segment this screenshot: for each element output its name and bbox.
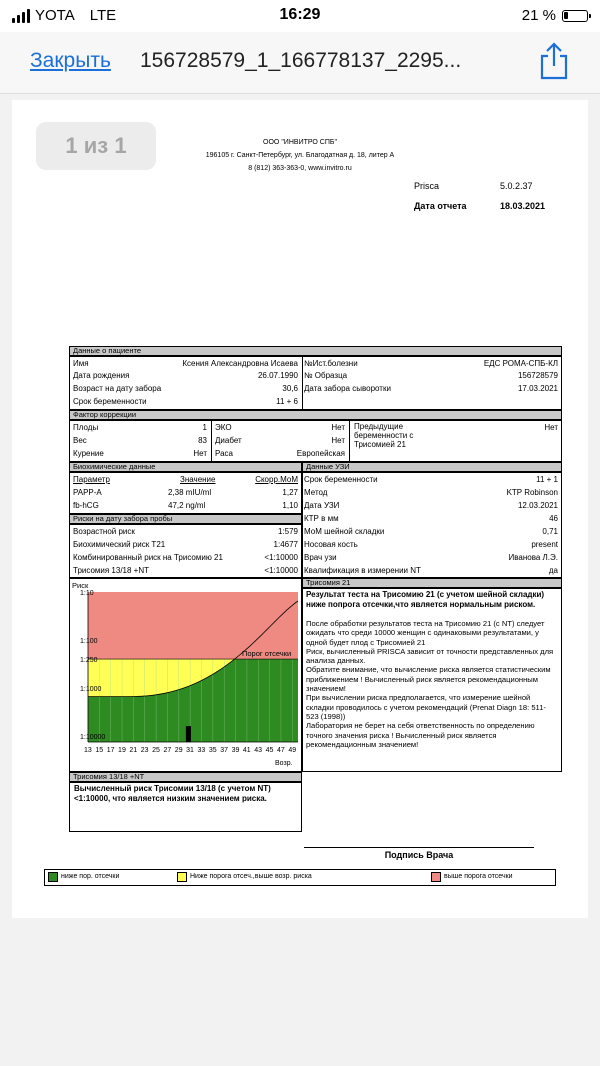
section-patient: Данные о пациенте bbox=[69, 346, 562, 356]
x-tick-label: 27 bbox=[163, 747, 172, 754]
x-tick-label: 33 bbox=[197, 747, 206, 754]
uzi-label: Носовая кость bbox=[304, 540, 358, 549]
chart-title: Риск bbox=[72, 581, 89, 590]
value: 47,2 ng/ml bbox=[168, 501, 206, 510]
col-header: Скорр.МоМ bbox=[255, 475, 298, 484]
label: Дата забора сыворотки bbox=[304, 384, 391, 393]
legend bbox=[44, 869, 556, 886]
label: №Ист.болезни bbox=[304, 359, 358, 368]
x-tick-label: 43 bbox=[254, 747, 263, 754]
x-tick-label: 41 bbox=[242, 747, 251, 754]
label: Раса bbox=[215, 449, 233, 458]
nav-bar bbox=[0, 32, 600, 94]
value: 26.07.1990 bbox=[257, 371, 298, 380]
label: Предыдущие bbox=[354, 422, 404, 431]
x-tick-label: 17 bbox=[106, 747, 115, 754]
uzi-value: present bbox=[531, 540, 558, 549]
risk-value: <1:10000 bbox=[264, 553, 298, 562]
software-label: Prisca bbox=[414, 181, 440, 191]
section-correction: Фактор коррекции bbox=[69, 410, 562, 420]
value: Нет bbox=[331, 423, 345, 432]
value: 30,6 bbox=[282, 384, 298, 393]
param: fb-hCG bbox=[73, 501, 99, 510]
uzi-label: Квалификация в измерении NT bbox=[304, 566, 421, 575]
x-axis-label: Возр. bbox=[275, 760, 293, 767]
value: 2,38 mIU/ml bbox=[168, 488, 212, 497]
risk-chart bbox=[70, 579, 301, 771]
label: Курение bbox=[73, 449, 104, 458]
y-tick-label: 1:10000 bbox=[80, 734, 106, 741]
mom: 1,27 bbox=[282, 488, 298, 497]
x-tick-label: 49 bbox=[288, 747, 297, 754]
report-date: 18.03.2021 bbox=[500, 201, 546, 211]
x-tick-label: 29 bbox=[174, 747, 183, 754]
x-tick-label: 45 bbox=[265, 747, 274, 754]
uzi-label: Дата УЗИ bbox=[304, 501, 340, 510]
x-tick-label: 13 bbox=[84, 747, 92, 754]
legend-above: выше порога отсечки bbox=[444, 873, 513, 880]
uzi-value: 11 + 1 bbox=[536, 475, 558, 484]
value: 11 + 6 bbox=[276, 397, 298, 406]
legend-swatch-red bbox=[431, 872, 441, 882]
label: Возраст на дату забора bbox=[73, 384, 162, 393]
org-name: ООО "ИНВИТРО СПБ" bbox=[263, 139, 337, 146]
risk-value: 1:4677 bbox=[273, 540, 298, 549]
section-t1318: Трисомия 13/18 +NT bbox=[69, 772, 302, 782]
cutoff-label: Порог отсечки bbox=[242, 649, 292, 659]
clock: 16:29 bbox=[279, 6, 321, 23]
section-biochem: Биохимические данные bbox=[69, 462, 302, 472]
value: Нет bbox=[331, 436, 345, 445]
t1318-text: Вычисленный риск Трисомии 13/18 (с учетом NT) <1:10000, что является низким значением риска. bbox=[74, 784, 271, 803]
col-header: Значение bbox=[180, 475, 216, 484]
network-type: LTE bbox=[89, 7, 117, 24]
label: Трисомией 21 bbox=[354, 440, 406, 449]
battery-percent: 21 % bbox=[521, 7, 556, 24]
param: PAPP-A bbox=[73, 488, 102, 497]
mom: 1,10 bbox=[282, 501, 298, 510]
x-tick-label: 21 bbox=[129, 747, 138, 754]
uzi-value: 12.03.2021 bbox=[517, 501, 558, 510]
risk-label: Биохимический риск Т21 bbox=[73, 540, 166, 549]
uzi-label: Врач узи bbox=[304, 553, 337, 562]
risk-value: <1:10000 bbox=[264, 566, 298, 575]
uzi-value: 0,71 bbox=[542, 527, 558, 536]
carrier-name: YOTA bbox=[35, 7, 75, 24]
page-indicator: 1 из 1 bbox=[36, 122, 156, 170]
x-tick-label: 47 bbox=[276, 747, 285, 754]
uzi-value: 46 bbox=[549, 514, 558, 523]
risk-label: Возрастной риск bbox=[73, 527, 135, 536]
section-risks: Риски на дату забора пробы bbox=[69, 514, 302, 524]
label: Плоды bbox=[73, 423, 99, 432]
patient-name: Ксения Александровна Исаева bbox=[182, 359, 298, 368]
uzi-label: МоМ шейной складки bbox=[304, 527, 385, 536]
org-address: 196105 г. Санкт-Петербург, ул. Благодатная д. 18, литер А bbox=[205, 152, 395, 159]
value: ЕДС РОМА-СПБ-КЛ bbox=[483, 359, 558, 368]
report-date-label: Дата отчета bbox=[414, 201, 467, 211]
uzi-value: да bbox=[548, 566, 558, 575]
signature-line bbox=[304, 847, 534, 848]
y-tick-label: 1:10 bbox=[80, 590, 94, 597]
value: Нет bbox=[193, 449, 207, 458]
patient-marker bbox=[186, 726, 191, 742]
x-tick-label: 37 bbox=[220, 747, 229, 754]
uzi-value: Иванова Л.Э. bbox=[508, 553, 558, 562]
legend-swatch-yellow bbox=[177, 872, 187, 882]
risk-label: Трисомия 13/18 +NT bbox=[73, 566, 149, 575]
org-phone: 8 (812) 363-363-0, www.invitro.ru bbox=[248, 165, 352, 172]
risk-value: 1:579 bbox=[277, 527, 298, 536]
x-tick-label: 15 bbox=[95, 747, 104, 754]
legend-mid: Ниже порога отсеч.,выше возр. риска bbox=[190, 873, 312, 880]
x-tick-label: 23 bbox=[140, 747, 149, 754]
x-tick-label: 19 bbox=[118, 747, 126, 754]
legend-swatch-green bbox=[48, 872, 58, 882]
t21-result: Результат теста на Трисомию 21 (с учетом шейной складки) ниже попрога отсечки,что является нормальным риском. bbox=[306, 590, 545, 609]
signature-label: Подпись Врача bbox=[384, 850, 454, 860]
legend-below: ниже пор. отсечки bbox=[61, 873, 120, 880]
value: 1 bbox=[202, 423, 207, 432]
document-title: 156728579_1_166778137_2295... bbox=[140, 49, 462, 72]
label: беременности с bbox=[354, 431, 414, 440]
label: Имя bbox=[73, 359, 89, 368]
uzi-label: КТР в мм bbox=[304, 514, 339, 523]
y-tick-label: 1:1000 bbox=[80, 686, 102, 693]
x-tick-label: 35 bbox=[208, 747, 217, 754]
value: 17.03.2021 bbox=[517, 384, 558, 393]
uzi-label: Метод bbox=[304, 488, 328, 497]
x-tick-label: 25 bbox=[152, 747, 160, 754]
value: Нет bbox=[544, 423, 558, 432]
label: Вес bbox=[73, 436, 87, 445]
battery-icon bbox=[562, 10, 588, 22]
value: 83 bbox=[198, 436, 207, 445]
section-uzi: Данные УЗИ bbox=[302, 462, 562, 472]
risk-label: Комбинированный риск на Трисомию 21 bbox=[73, 553, 223, 562]
value: Европейская bbox=[296, 449, 345, 458]
software-version: 5.0.2.37 bbox=[500, 181, 533, 191]
y-tick-label: 1:100 bbox=[80, 638, 98, 645]
t21-body: После обработки результатов теста на Трисомию 21 (с NT) следует ожидать что среди 10000 женщин с одинаковыми результатами, у одной будет плод с Трисомией 21 Риск, вычисленный PRISCA зависит от точности представленных для анализа данных. Обратите внимание, что вычисление риска является статистическим приближением ! Вычисленный риск является рекомендационным значением! При вычислении риска предполагается, что измерение шейной складки проводилось с учетом рекомендаций (Prenat Diagn 18: 511-523 (1998)) Лаборатория не берет на себя ответственность по определению точного значения риска ! Вычисленный риск является рекомендационным значением! bbox=[306, 619, 554, 749]
value: 156728579 bbox=[517, 371, 558, 380]
col-header: Параметр bbox=[73, 475, 110, 484]
share-icon[interactable] bbox=[538, 42, 570, 80]
report-header bbox=[150, 136, 450, 175]
uzi-label: Срок беременности bbox=[304, 475, 378, 484]
y-tick-label: 1:250 bbox=[80, 657, 98, 665]
label: ЭКО bbox=[215, 423, 232, 432]
status-bar bbox=[0, 0, 600, 32]
label: № Образца bbox=[304, 371, 348, 380]
x-tick-label: 39 bbox=[231, 747, 240, 754]
label: Дата рождения bbox=[73, 371, 130, 380]
status-right bbox=[522, 7, 588, 24]
close-button[interactable]: Закрыть bbox=[30, 49, 111, 72]
label: Диабет bbox=[215, 436, 242, 445]
x-tick-label: 31 bbox=[186, 747, 194, 754]
section-t21: Трисомия 21 bbox=[302, 578, 562, 588]
label: Срок беременности bbox=[73, 397, 147, 406]
uzi-value: KTP Robinson bbox=[506, 488, 558, 497]
